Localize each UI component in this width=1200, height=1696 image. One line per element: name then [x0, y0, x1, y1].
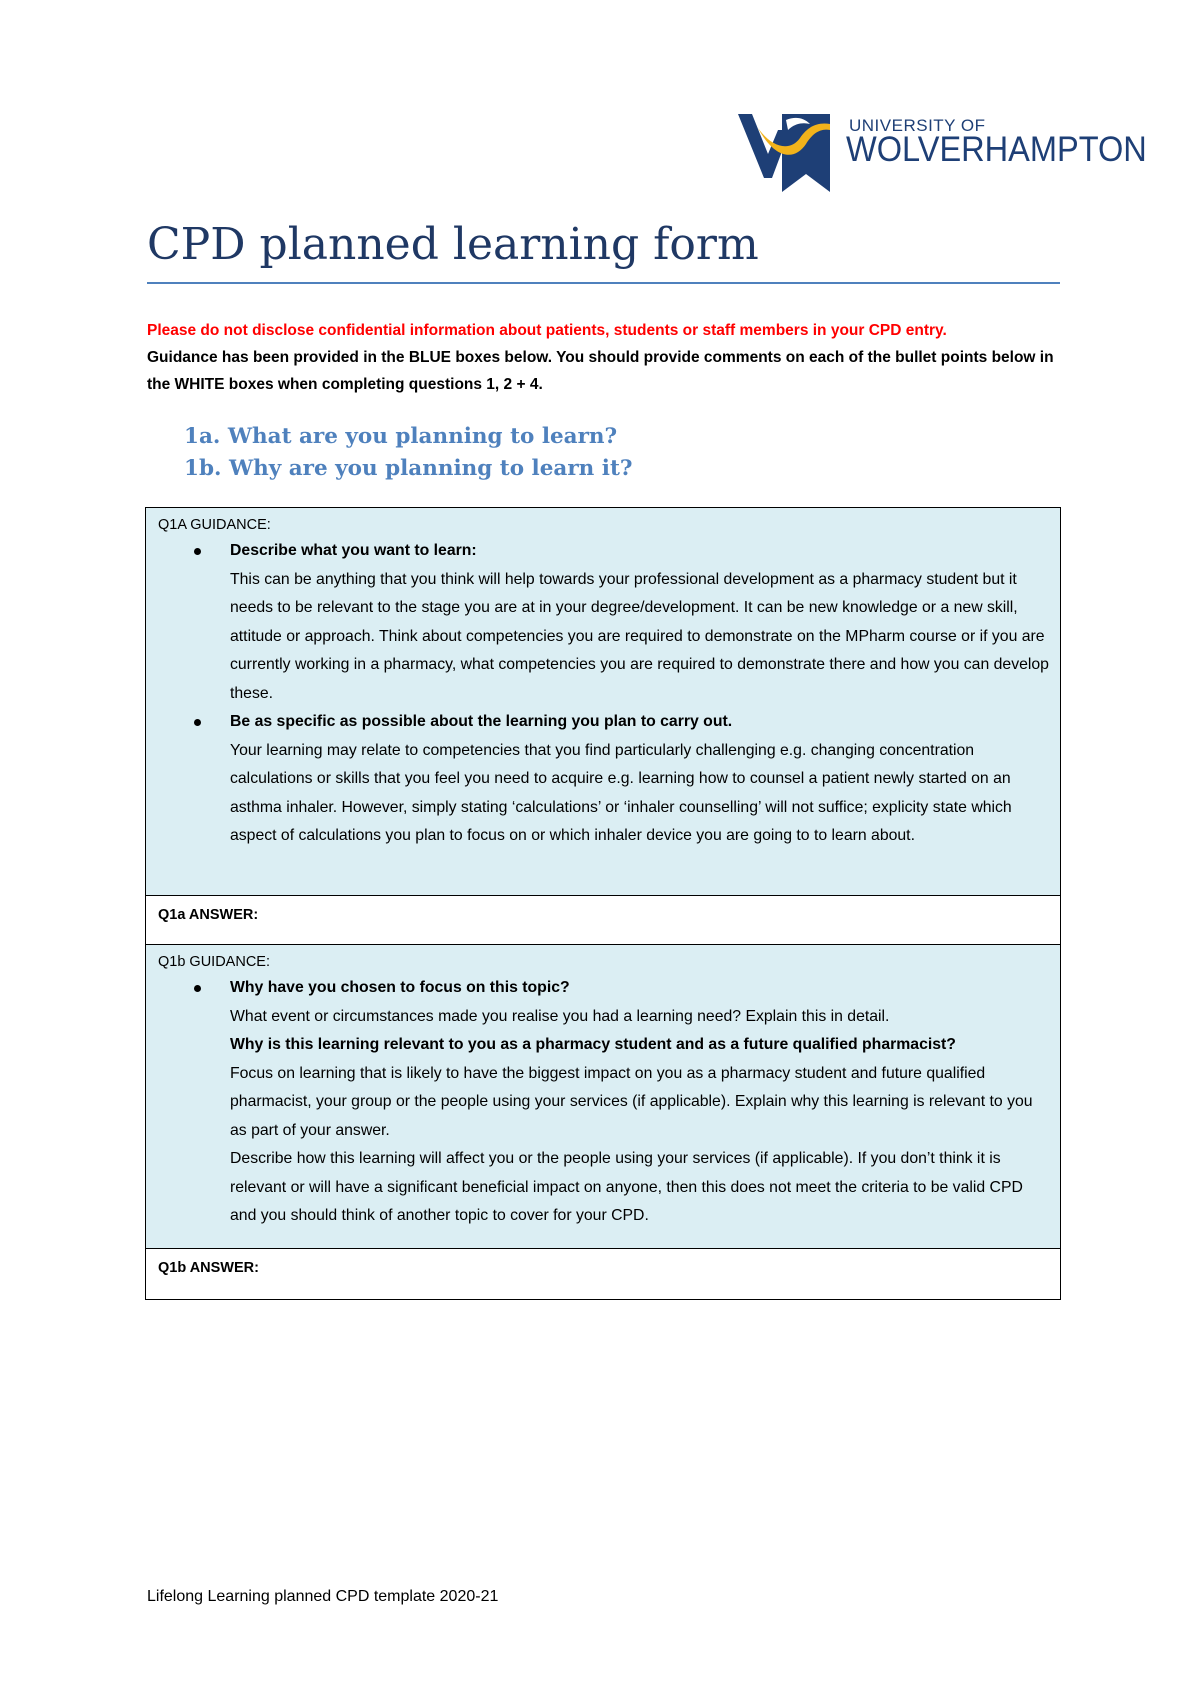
question-1a-heading: 1a. What are you planning to learn?: [184, 424, 618, 449]
q1b-answer-box[interactable]: [146, 1249, 1060, 1299]
bullet-icon: [194, 548, 201, 555]
q1b-answer-label: Q1b ANSWER:: [158, 1260, 259, 1276]
q1b-guidance-list: [146, 974, 1060, 1231]
bullet-subheading: Why is this learning relevant to you as a pharmacy student and as a future qualified pharmacist?: [230, 1036, 956, 1053]
intro-text: [147, 317, 1062, 398]
bullet-heading: Describe what you want to learn:: [230, 542, 477, 559]
bullet-icon: [194, 719, 201, 726]
guidance-instructions: Guidance has been provided in the BLUE boxes below. You should provide comments on each of the bullet points below in the WHITE boxes when completing questions 1, 2 + 4.: [147, 349, 1054, 393]
page-footer: Lifelong Learning planned CPD template 2020-21: [147, 1588, 499, 1605]
bullet-text: What event or circumstances made you realise you had a learning need? Explain this in detail.: [230, 1007, 890, 1025]
logo-emblem-icon: [738, 108, 843, 198]
university-logo: [738, 108, 1147, 198]
page-title: CPD planned learning form: [147, 219, 759, 270]
q1a-guidance-list: [146, 537, 1060, 851]
bullet-heading: Why have you chosen to focus on this topic?: [230, 979, 570, 996]
q1b-guidance-label: Q1b GUIDANCE:: [158, 954, 270, 970]
q1a-answer-box[interactable]: [146, 896, 1060, 945]
bullet-heading: Be as specific as possible about the learning you plan to carry out.: [230, 713, 733, 730]
logo-line-university-of: UNIVERSITY OF: [849, 116, 986, 135]
bullet-text: Your learning may relate to competencies that you find particularly challenging e.g. changing concentration calculations or skills that you feel you need to acquire e.g. learning how to counsel a patient newly started on an asthma inhaler. However, simply stating ‘calculations’ or ‘inhaler counselling’ will not suffice; explicity state which aspect of calculations you plan to focus on or which inhaler device you are going to to learn about.: [230, 741, 1012, 844]
confidentiality-warning: Please do not disclose confidential information about patients, students or staff members in your CPD entry.: [147, 322, 947, 339]
q1a-guidance-box: [146, 508, 1060, 896]
q1b-guidance-box: [146, 945, 1060, 1249]
logo-line-wolverhampton: WOLVERHAMPTON: [846, 130, 1147, 169]
bullet-text: Focus on learning that is likely to have the biggest impact on you as a pharmacy student and future qualified pharmacist, your group or the people using your services (if applicable). Explain why this learning is relevant to you as part of your answer.: [230, 1064, 1033, 1139]
list-item: [146, 537, 1050, 708]
list-item: [146, 974, 1050, 1231]
list-item: [146, 708, 1050, 851]
q1a-answer-label: Q1a ANSWER:: [158, 907, 259, 923]
cpd-form-table: [145, 507, 1061, 1300]
bullet-icon: [194, 985, 201, 992]
title-divider: [147, 282, 1060, 284]
q1a-guidance-label: Q1A GUIDANCE:: [158, 517, 271, 533]
question-1b-heading: 1b. Why are you planning to learn it?: [184, 456, 633, 481]
bullet-text: This can be anything that you think will help towards your professional development as a pharmacy student but it needs to be relevant to the stage you are at in your degree/development. It can be new knowledge or a new skill, attitude or approach. Think about competencies you are required to demonstrate on the MPharm course or if you are currently working in a pharmacy, what competencies you are required to demonstrate there and how you can develop these.: [230, 570, 1049, 702]
bullet-text: Describe how this learning will affect you or the people using your services (if applicable). If you don’t think it is relevant or will have a significant beneficial impact on anyone, then this does not meet the criteria to be valid CPD and you should think of another topic to cover for your CPD.: [230, 1150, 1023, 1224]
